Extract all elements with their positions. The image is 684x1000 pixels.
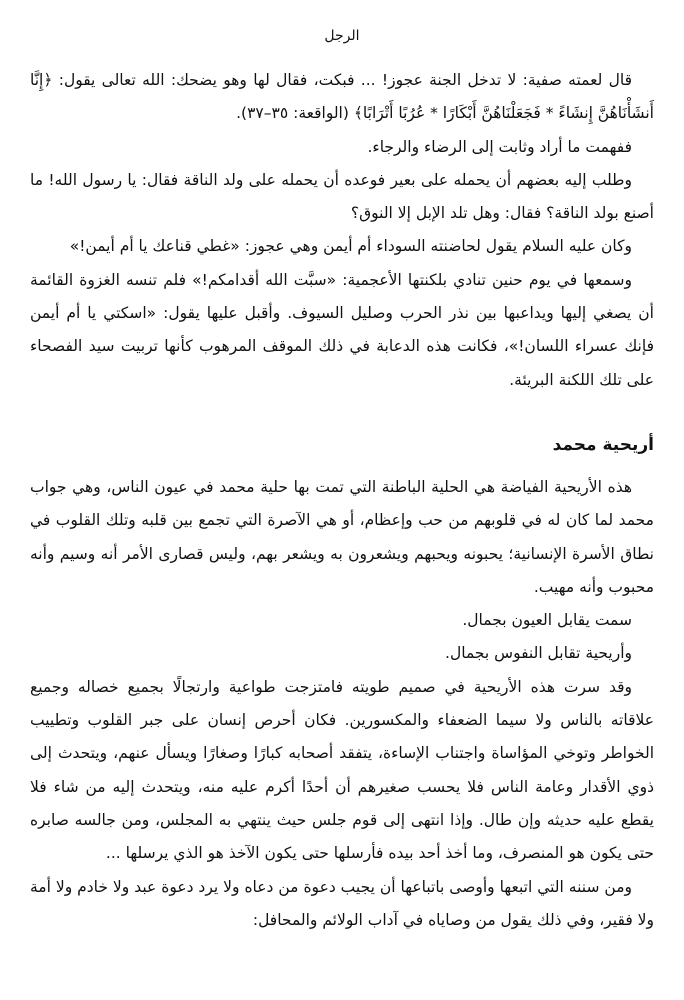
book-page (30, 0, 654, 1000)
paragraph: قال لعمته صفية: لا تدخل الجنة عجوز! ... فبكت، فقال لها وهو يضحك: الله تعالى يقول: ﴿إِنَّا أَنشَأْنَاهُنَّ إِنشَاءً * فَجَعَلْنَاهُنَّ أَبْكَارًا * عُرُبًا أَتْرَابًا﴾ (الواقعة: ٣٥–٣٧). (30, 71, 654, 123)
paragraph: وكان عليه السلام يقول لحاضنته السوداء أم أيمن وهي عجوز: «غطي قناعك يا أم أيمن!» (69, 237, 632, 256)
running-header: الرجل (324, 28, 360, 44)
page-body (30, 64, 654, 937)
paragraph: وطلب إليه بعضهم أن يحمله على بعير فوعده أن يحمله على ولد الناقة فقال: يا رسول الله! ما أصنع بولد الناقة؟ فقال: وهل تلد الإبل إلا النوق؟ (30, 170, 654, 223)
paragraph: هذه الأريحية الفياضة هي الحلية الباطنة التي تمت بها حلية محمد في عيون الناس، وهي جواب محمد لما كان له في قلوبهم من حب وإعظام، أو هي الآصرة التي تجمع بين قلبه وتلك القلوب في نطاق الأسرة الإنسانية؛ يحبونه ويحبهم ويشعرون به ويشعر بهم، وليس قصارى الأمر أنه وسيم وأنه محبوب وأنه مهيب. (30, 477, 654, 596)
paragraph: سمت يقابل العيون بجمال. (462, 611, 632, 630)
paragraph: ومن سننه التي اتبعها وأوصى باتباعها أن يجيب دعوة من دعاه ولا يرد دعوة عبد ولا خادم ولا أمة ولا فقير، وفي ذلك يقول من وصاياه في آداب الولائم والمحافل: (30, 877, 654, 929)
paragraph: وأريحية تقابل النفوس بجمال. (445, 644, 632, 663)
section-heading: أريحية محمد (552, 434, 654, 455)
paragraph: وقد سرت هذه الأريحية في صميم طويته فامتزجت طواعية وارتجالًا بجميع خصاله وجميع علاقاته بالناس ولا سيما الضعفاء والمكسورين. فكان أحرص إنسان على جبر القلوب وتطييب الخواطر وتوخي المؤاساة واجتناب الإساءة، يتفقد أصحابه كبارًا وصغارًا ويسأل عنهم، ويتحدث إلى ذوي الأقدار وعامة الناس فلا يحسب صغيرهم أن أحدًا أكرم عليه منه، ويتحدث إليه من شاء فلا يقطع عليه حديثه وإن طال. وإذا انتهى إلى قوم جلس حيث ينتهي به المجلس، ومن جالسه صابره حتى يكون هو المنصرف، وما أخذ أحد بيده فأرسلها حتى يكون الآخذ هو الذي يرسلها ... (30, 677, 654, 863)
paragraph: ففهمت ما أراد وثابت إلى الرضاء والرجاء. (367, 137, 632, 156)
paragraph: وسمعها في يوم حنين تنادي بلكنتها الأعجمية: «سبَّت الله أقدامكم!» فلم تنسه الغزوة القائمة أن يصغي إليها ويداعبها بين نذر الحرب وصليل السيوف. وأقبل عليها يقول: «اسكتي يا أم أيمن فإنك عسراء اللسان!»، فكانت هذه الدعابة في ذلك الموقف المرهوب كأنها تربيت سيد الفصحاء على تلك اللكنة البريئة. (30, 270, 654, 389)
